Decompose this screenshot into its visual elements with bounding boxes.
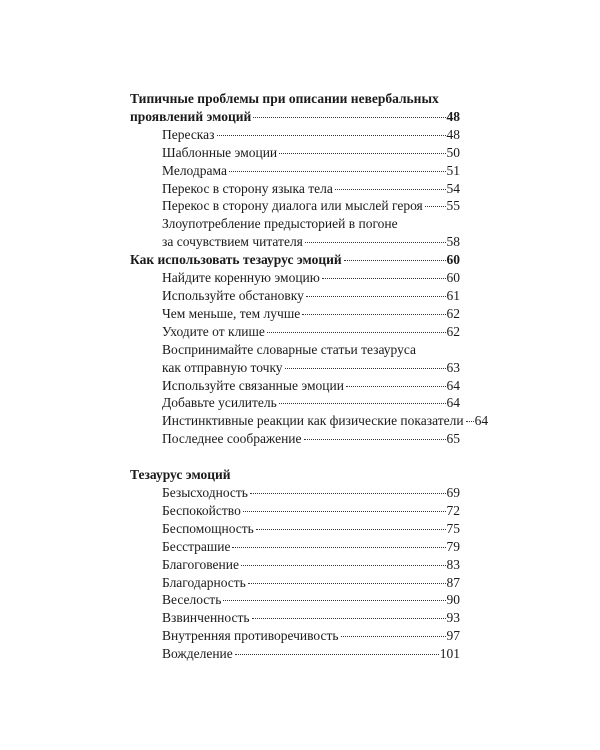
toc-entry-page: 63 <box>446 359 460 375</box>
toc-entry-title: Перекос в сторону диалога или мыслей героя <box>162 198 423 214</box>
toc-entry-title: Благодарность <box>162 574 246 590</box>
dot-leader <box>344 260 446 261</box>
toc-entry[interactable] <box>130 645 460 663</box>
toc-entry-title: Уходите от клише <box>162 323 265 339</box>
toc-entry[interactable] <box>130 412 489 430</box>
toc-entry[interactable] <box>130 627 460 645</box>
toc-entry-title: Чем меньше, тем лучше <box>162 305 301 321</box>
dot-leader <box>232 547 445 548</box>
dot-leader <box>322 278 446 279</box>
dot-leader <box>285 368 446 369</box>
toc-entry-page: 90 <box>446 592 460 608</box>
toc-entry-page: 72 <box>446 502 460 518</box>
dot-leader <box>235 654 439 655</box>
toc-entry[interactable] <box>130 269 460 287</box>
toc-entry-title: Используйте связанные эмоции <box>162 377 344 393</box>
toc-entry-page: 65 <box>446 431 460 447</box>
toc-entry-title: Инстинктивные реакции как физические показатели <box>162 413 464 429</box>
toc-entry-section[interactable] <box>130 251 460 269</box>
toc-entry[interactable] <box>130 484 460 502</box>
toc-entry-page: 55 <box>446 198 460 214</box>
dot-leader <box>248 583 446 584</box>
toc-entry[interactable] <box>130 520 460 538</box>
toc-entry-page: 87 <box>446 574 460 590</box>
toc-entry[interactable] <box>130 162 460 180</box>
toc-entry[interactable] <box>130 609 460 627</box>
toc-entry-page: 83 <box>446 556 460 572</box>
dot-leader <box>279 153 445 154</box>
table-of-contents <box>130 90 489 663</box>
toc-entry[interactable] <box>130 377 460 395</box>
toc-entry[interactable] <box>130 305 460 323</box>
toc-entry[interactable] <box>130 144 460 162</box>
toc-entry[interactable] <box>130 502 460 520</box>
toc-entry-title: Найдите коренную эмоцию <box>162 270 320 286</box>
toc-entry-title: Как использовать тезаурус эмоций <box>130 252 342 268</box>
dot-leader <box>217 135 446 136</box>
toc-entry[interactable] <box>130 126 460 144</box>
toc-entry-page: 64 <box>474 413 489 429</box>
toc-entry-section[interactable] <box>130 108 460 126</box>
toc-entry-line: Воспринимайте словарные статьи тезауруса <box>162 341 417 357</box>
toc-entry-page: 64 <box>446 377 460 393</box>
dot-leader <box>304 439 446 440</box>
toc-entry[interactable] <box>130 430 460 448</box>
toc-entry-title: Благоговение <box>162 556 239 572</box>
dot-leader <box>346 386 446 387</box>
dot-leader <box>256 529 446 530</box>
toc-entry-page: 79 <box>446 538 460 554</box>
dot-leader <box>252 618 446 619</box>
toc-entry-title: Безысходность <box>162 485 248 501</box>
toc-entry-page: 75 <box>446 520 460 536</box>
toc-entry[interactable] <box>130 323 460 341</box>
toc-entry-title: Беспомощность <box>162 520 254 536</box>
toc-entry-page: 50 <box>446 144 460 160</box>
toc-entry-title: Вожделение <box>162 646 233 662</box>
toc-entry[interactable] <box>130 180 460 198</box>
toc-entry-title: Последнее соображение <box>162 431 302 447</box>
toc-entry-title: как отправную точку <box>162 359 283 375</box>
toc-entry[interactable] <box>130 574 460 592</box>
dot-leader <box>229 171 446 172</box>
toc-entry-page: 61 <box>446 287 460 303</box>
toc-entry-title: Пересказ <box>162 126 215 142</box>
dot-leader <box>306 296 446 297</box>
toc-entry-title: Используйте обстановку <box>162 287 304 303</box>
toc-entry-page: 69 <box>446 485 460 501</box>
toc-entry-page: 48 <box>446 126 460 142</box>
dot-leader <box>466 421 474 422</box>
toc-entry-title: Шаблонные эмоции <box>162 144 278 160</box>
toc-entry-page: 58 <box>446 234 460 250</box>
toc-entry-page: 62 <box>446 323 460 339</box>
toc-entry-title: Бесстрашие <box>162 538 231 554</box>
section-heading-line: Типичные проблемы при описании невербальных <box>130 91 439 106</box>
dot-leader <box>305 242 446 243</box>
toc-entry[interactable] <box>130 556 460 574</box>
dot-leader <box>243 511 446 512</box>
toc-entry-page: 54 <box>446 180 460 196</box>
toc-entry-title: Перекос в сторону языка тела <box>162 180 333 196</box>
section-heading[interactable]: Тезаурус эмоций <box>130 467 231 483</box>
toc-entry[interactable] <box>130 233 460 251</box>
toc-entry-title: Добавьте усилитель <box>162 395 277 411</box>
toc-entry-line: Злоупотребление предысторией в погоне <box>162 216 398 232</box>
dot-leader <box>267 332 446 333</box>
toc-entry-page: 62 <box>446 305 460 321</box>
toc-entry[interactable] <box>130 394 460 412</box>
toc-entry-page: 97 <box>446 628 460 644</box>
toc-entry-page: 48 <box>446 108 460 124</box>
toc-entry[interactable] <box>130 591 460 609</box>
toc-entry-page: 60 <box>446 270 460 286</box>
toc-entry-title: Мелодрама <box>162 162 227 178</box>
toc-entry[interactable] <box>130 538 460 556</box>
toc-entry-page: 60 <box>446 252 460 268</box>
dot-leader <box>279 403 446 404</box>
toc-entry-page: 101 <box>439 646 460 662</box>
toc-entry-title: Беспокойство <box>162 502 241 518</box>
toc-entry-page: 51 <box>446 162 460 178</box>
dot-leader <box>250 493 446 494</box>
toc-entry-title: проявлений эмоций <box>130 108 252 124</box>
toc-entry[interactable] <box>130 197 460 215</box>
dot-leader <box>425 206 446 207</box>
toc-entry-title: Взвинченность <box>162 610 250 626</box>
toc-entry-page: 64 <box>446 395 460 411</box>
toc-entry-page: 93 <box>446 610 460 626</box>
toc-entry[interactable] <box>130 287 460 305</box>
dot-leader <box>241 565 446 566</box>
toc-entry[interactable] <box>130 359 460 377</box>
dot-leader <box>253 117 445 118</box>
toc-entry-title: Веселость <box>162 592 222 608</box>
dot-leader <box>335 189 446 190</box>
section-spacer <box>130 448 460 466</box>
dot-leader <box>302 314 445 315</box>
dot-leader <box>223 600 445 601</box>
toc-entry-title: Внутренняя противоречивость <box>162 628 339 644</box>
toc-entry-title: за сочувствием читателя <box>162 234 303 250</box>
dot-leader <box>341 636 446 637</box>
